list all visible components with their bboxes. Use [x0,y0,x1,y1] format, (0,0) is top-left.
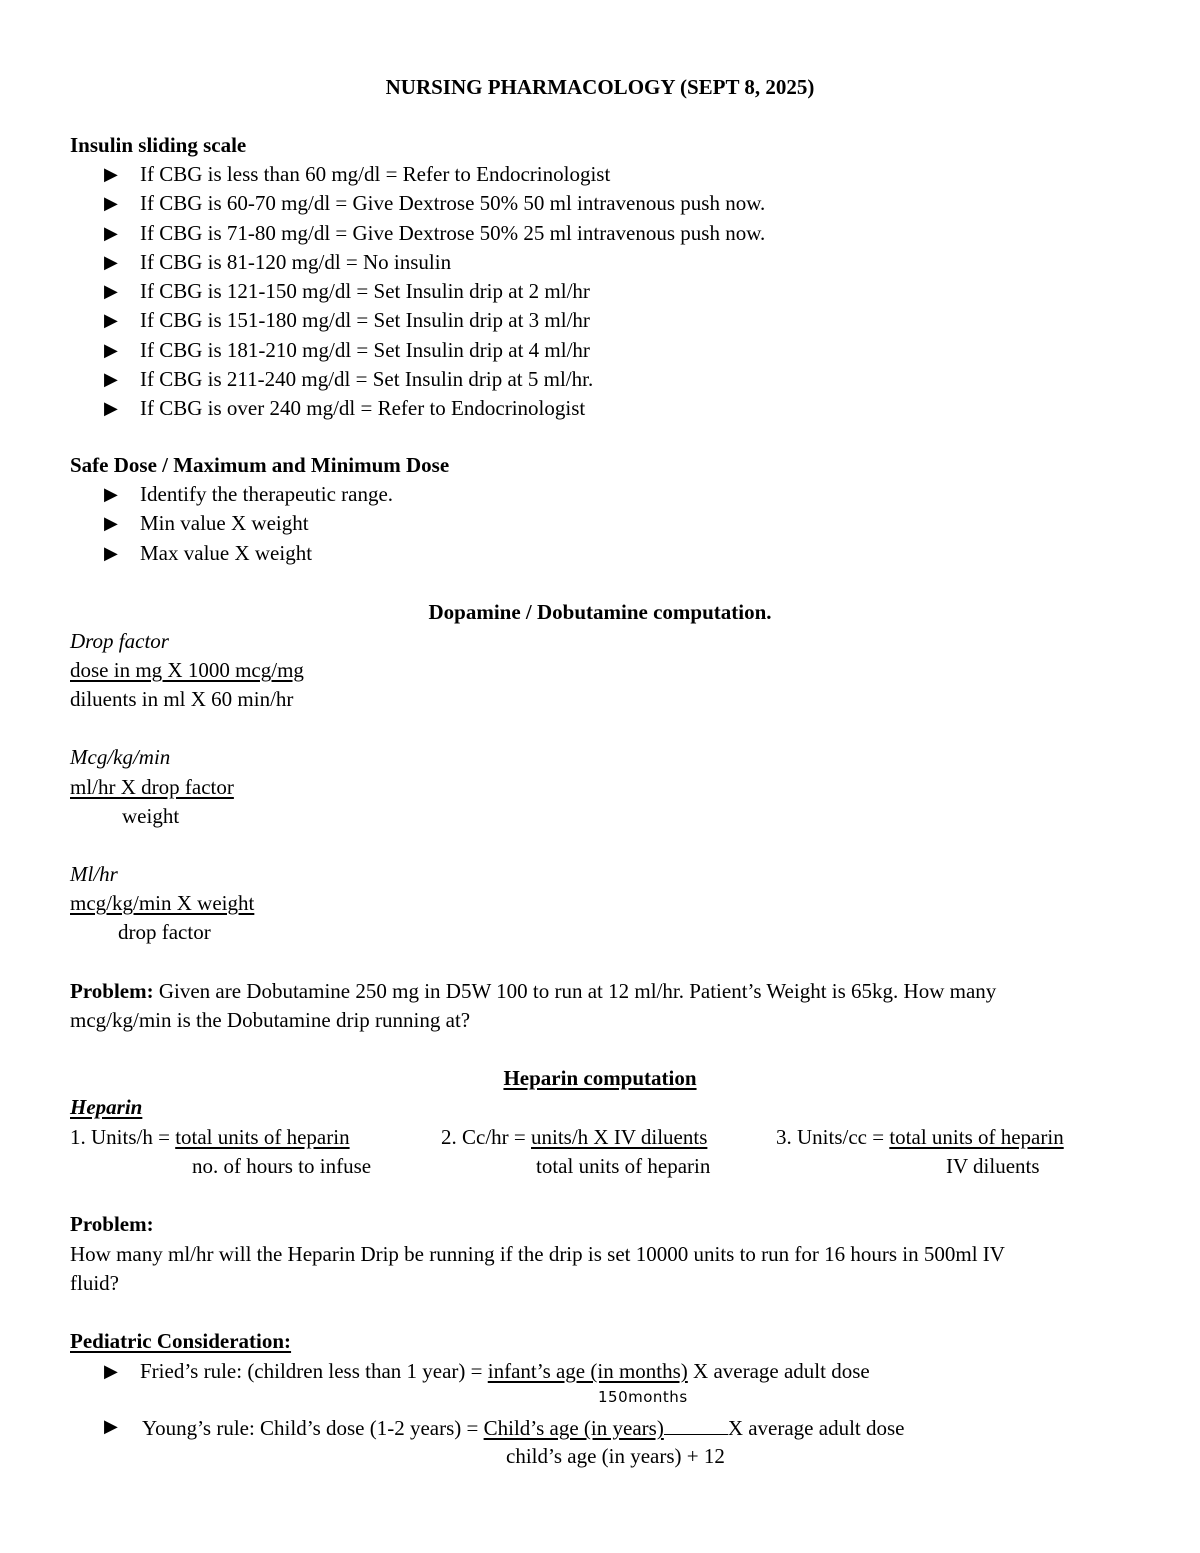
dopamine-problem-line2: mcg/kg/min is the Dobutamine drip running at? [70,1008,471,1032]
formula-2-numerator: units/h X IV diluents [531,1125,708,1149]
mcg-kg-min-numerator: ml/hr X drop factor [70,775,234,799]
dopamine-problem-line1 [70,981,996,1002]
young-rule: Young’s rule: Child’s dose (1-2 years) = Child’s age (in years) X average adult dose [142,1416,905,1440]
heparin-formula-1: 1. Units/h = total units of heparin [70,1125,350,1149]
heparin-formula-2: 2. Cc/hr = units/h X IV diluents [441,1125,708,1149]
triangle-bullet-icon: ▶ [104,164,118,184]
fried-numerator: infant’s age (in months) [487,1359,688,1383]
heparin-subheading: Heparin [70,1095,143,1119]
triangle-bullet-icon: ▶ [104,1361,118,1381]
heparin-problem-line1: How many ml/hr will the Heparin Drip be running if the drip is set 10000 units to run for 16 hours in 500ml IV [70,1242,1005,1266]
triangle-bullet-icon: ▶ [104,542,118,563]
young-denominator: child’s age (in years) + 12 [506,1444,725,1468]
triangle-bullet-icon: ▶ [104,222,118,243]
triangle-bullet-icon: ▶ [104,398,118,419]
triangle-bullet-icon: ▶ [104,339,118,360]
drop-factor-label: Drop factor [70,629,169,653]
dopamine-heading: Dopamine / Dobutamine computation. [428,600,772,624]
safe-dose-heading: Safe Dose / Maximum and Minimum Dose [70,453,450,477]
triangle-bullet-icon: ▶ [104,193,118,214]
ml-hr-denominator: drop factor [118,920,211,944]
formula-3-numerator: total units of heparin [889,1125,1064,1149]
heparin-problem-line2: fluid? [70,1271,119,1295]
young-numerator: Child’s age (in years) [483,1416,664,1440]
page-title: NURSING PHARMACOLOGY (SEPT 8, 2025) [385,75,815,99]
problem-text: Given are Dobutamine 250 mg in D5W 100 to run at 12 ml/hr. Patient’s Weight is 65kg. How many [158,979,997,1003]
heparin-formula-3: 3. Units/cc = total units of heparin [776,1125,1064,1149]
fried-denominator: 150months [598,1388,688,1406]
pediatric-heading: Pediatric Consideration: [70,1329,292,1353]
triangle-bullet-icon: ▶ [104,484,118,504]
mcg-kg-min-denominator: weight [122,804,180,828]
problem-label: Problem: [70,979,154,1003]
triangle-bullet-icon: ▶ [104,369,118,390]
insulin-heading: Insulin sliding scale [70,133,247,157]
drop-factor-denominator: diluents in ml X 60 min/hr [70,687,294,711]
ml-hr-numerator: mcg/kg/min X weight [70,891,255,915]
heparin-problem-label: Problem: [70,1212,154,1236]
underline-spacer [664,1416,728,1435]
ml-hr-label: Ml/hr [70,862,118,886]
drop-factor-numerator: dose in mg X 1000 mcg/mg [70,658,304,682]
heparin-heading: Heparin computation [503,1066,697,1090]
mcg-kg-min-label: Mcg/kg/min [70,745,171,769]
triangle-bullet-icon: ▶ [104,310,118,331]
formula-2-denominator: total units of heparin [536,1154,711,1178]
formula-3-denominator: IV diluents [946,1154,1040,1178]
fried-rule: Fried’s rule: (children less than 1 year) = infant’s age (in months) X average adult dose [140,1359,870,1383]
triangle-bullet-icon: ▶ [104,1416,118,1436]
triangle-bullet-icon: ▶ [104,281,118,302]
formula-1-denominator: no. of hours to infuse [192,1154,372,1178]
triangle-bullet-icon: ▶ [104,251,118,272]
triangle-bullet-icon: ▶ [104,513,118,534]
formula-1-numerator: total units of heparin [175,1125,350,1149]
